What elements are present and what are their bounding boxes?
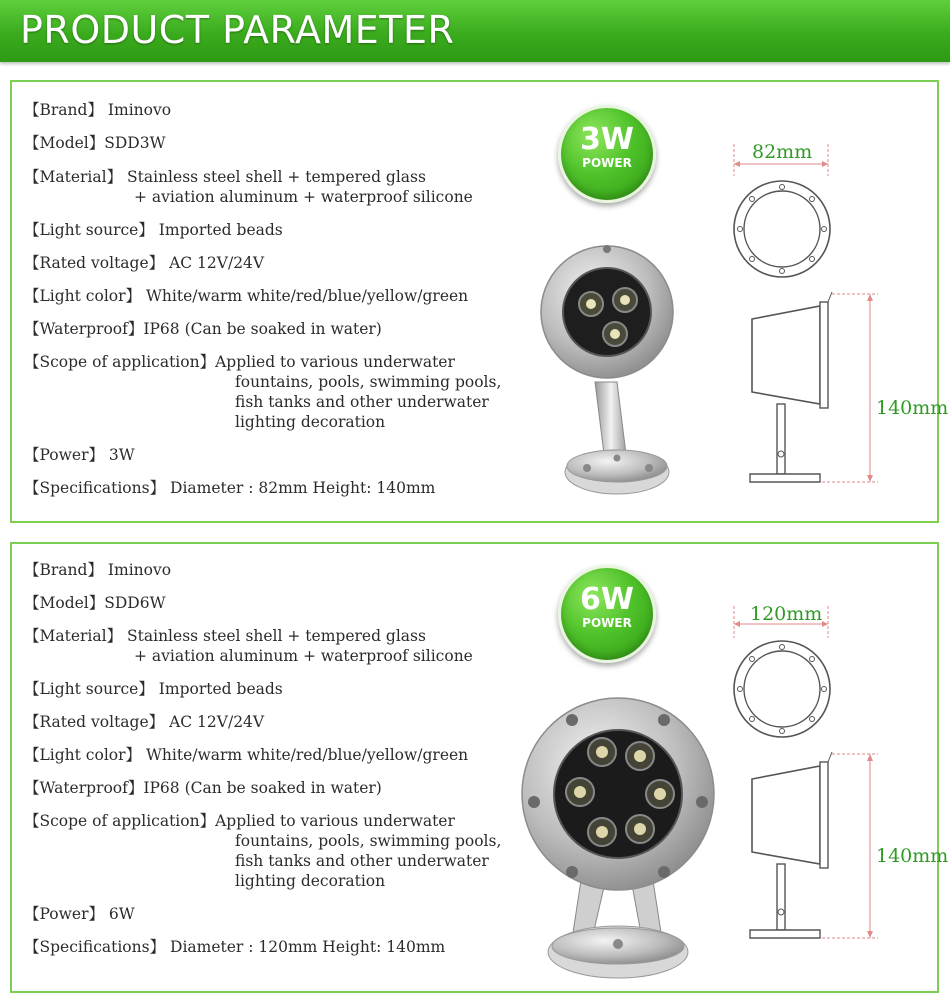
header-banner: [0, 0, 950, 62]
scope-value-line-4: lighting decoration: [235, 872, 386, 890]
product-panel-6w: [10, 542, 949, 993]
scope-label: 【Scope of application】: [24, 353, 216, 371]
rated-voltage-label: 【Rated voltage】: [24, 713, 165, 731]
waterproof-label: 【Waterproof】: [24, 779, 144, 797]
power-label: 【Power】: [24, 905, 104, 923]
rated-voltage-label: 【Rated voltage】: [24, 254, 165, 272]
light-color-row: [24, 745, 468, 765]
rated-voltage-row: [24, 253, 264, 273]
brand-row: [24, 100, 171, 120]
lamp-3w-image: [527, 232, 677, 507]
waterproof-value: IP68 (Can be soaked in water): [143, 779, 382, 797]
model-row: [24, 133, 166, 153]
light-color-value: White/warm white/red/blue/yellow/green: [145, 287, 469, 305]
material-value-line-2: + aviation aluminum + waterproof silicone: [134, 188, 473, 206]
brand-value: Iminovo: [107, 561, 172, 579]
material-row: [24, 626, 473, 666]
specifications-value: Diameter : 120mm Height: 140mm: [170, 938, 446, 956]
badge-wattage: 6W: [580, 582, 634, 617]
brand-label: 【Brand】: [24, 101, 103, 119]
brand-row: [24, 560, 171, 580]
scope-value-line-2: fountains, pools, swimming pools,: [235, 373, 502, 391]
diameter-dimension-label: 120mm: [750, 603, 823, 625]
specifications-label: 【Specifications】: [24, 938, 166, 956]
specifications-row: [24, 478, 435, 498]
model-value: SDD6W: [104, 594, 166, 612]
waterproof-value: IP68 (Can be soaked in water): [143, 320, 382, 338]
light-color-label: 【Light color】: [24, 746, 142, 764]
rated-voltage-row: [24, 712, 264, 732]
product-panel-3w: [10, 80, 949, 523]
specifications-row: [24, 937, 445, 957]
scope-value-line-4: lighting decoration: [235, 413, 386, 431]
specifications-value: Diameter : 82mm Height: 140mm: [170, 479, 436, 497]
power-value: 3W: [108, 446, 135, 464]
diameter-dimension-label: 82mm: [752, 141, 813, 163]
height-dimension-label: 140mm: [876, 397, 949, 419]
badge-power-text: POWER: [582, 156, 632, 170]
light-source-value: Imported beads: [158, 221, 283, 239]
scope-value-line-3: fish tanks and other underwater: [235, 393, 489, 411]
model-label: 【Model】: [24, 134, 105, 152]
scope-row: [24, 811, 501, 891]
material-value-line-2: + aviation aluminum + waterproof silicone: [134, 647, 473, 665]
power-badge: [558, 105, 656, 203]
light-source-value: Imported beads: [158, 680, 283, 698]
scope-value-line-2: fountains, pools, swimming pools,: [235, 832, 502, 850]
light-source-row: [24, 220, 283, 240]
light-color-label: 【Light color】: [24, 287, 142, 305]
power-value: 6W: [108, 905, 135, 923]
material-label: 【Material】: [24, 168, 123, 186]
scope-label: 【Scope of application】: [24, 812, 216, 830]
rated-voltage-value: AC 12V/24V: [169, 713, 265, 731]
scope-row: [24, 352, 501, 432]
dimension-diagram-3w: [722, 134, 949, 494]
page-title: PRODUCT PARAMETER: [20, 8, 455, 52]
model-row: [24, 593, 166, 613]
light-color-value: White/warm white/red/blue/yellow/green: [145, 746, 469, 764]
waterproof-row: [24, 778, 382, 798]
specifications-label: 【Specifications】: [24, 479, 166, 497]
material-value-line-1: Stainless steel shell + tempered glass: [127, 627, 426, 645]
dimension-diagram-6w: [722, 594, 949, 949]
material-value-line-1: Stainless steel shell + tempered glass: [127, 168, 426, 186]
power-row: [24, 904, 135, 924]
light-color-row: [24, 286, 468, 306]
badge-wattage: 3W: [580, 122, 634, 157]
lamp-6w-image: [512, 694, 732, 989]
power-label: 【Power】: [24, 446, 104, 464]
brand-value: Iminovo: [107, 101, 172, 119]
brand-label: 【Brand】: [24, 561, 103, 579]
scope-value-line-1: Applied to various underwater: [215, 353, 455, 371]
scope-value-line-3: fish tanks and other underwater: [235, 852, 489, 870]
light-source-label: 【Light source】: [24, 221, 154, 239]
height-dimension-label: 140mm: [876, 845, 949, 867]
waterproof-label: 【Waterproof】: [24, 320, 144, 338]
model-label: 【Model】: [24, 594, 105, 612]
material-label: 【Material】: [24, 627, 123, 645]
material-row: [24, 167, 473, 207]
light-source-label: 【Light source】: [24, 680, 154, 698]
model-value: SDD3W: [104, 134, 166, 152]
scope-value-line-1: Applied to various underwater: [215, 812, 455, 830]
badge-power-text: POWER: [582, 616, 632, 630]
light-source-row: [24, 679, 283, 699]
power-row: [24, 445, 135, 465]
rated-voltage-value: AC 12V/24V: [169, 254, 265, 272]
power-badge: [558, 565, 656, 663]
waterproof-row: [24, 319, 382, 339]
